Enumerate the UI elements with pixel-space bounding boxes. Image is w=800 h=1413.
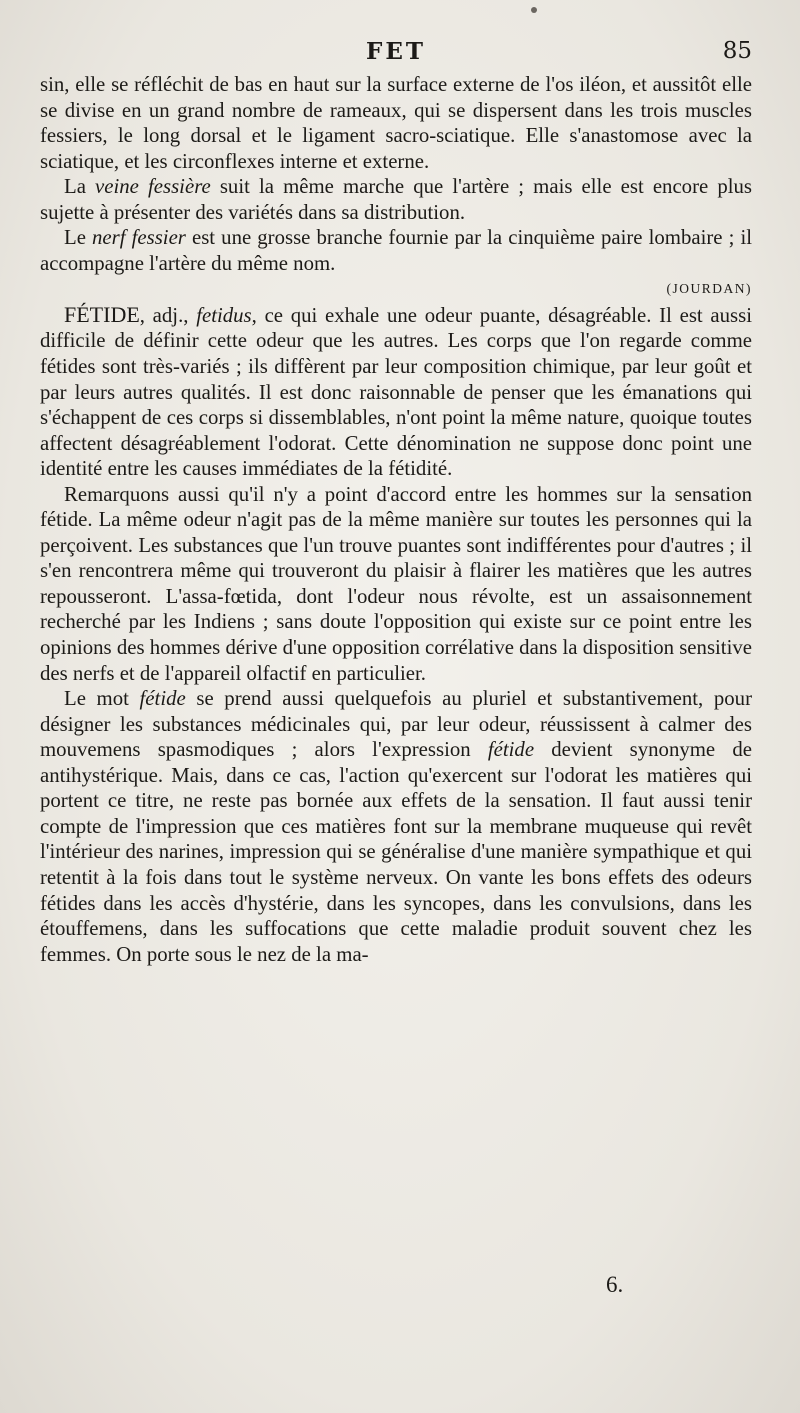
- text-run: La: [64, 175, 96, 199]
- text-run: Remarquons aussi qu'il n'y a point d'accord entre les hommes sur la sensation fétide. La même odeur n'agit pas de la même manière sur toutes les personnes qui la perçoivent. Les substances que l'un trouve puantes sont indifférentes pour d'autres ; il s'en rencontrera même qui trouveront du plaisir à flairer les matières que les autres repousseront. L'assa-fœtida, dont l'odeur nous révolte, est un assaisonnement recherché par les Indiens ; sans doute l'opposition qui existe sur ce point entre les opinions des hommes dérive d'une opposition corrélative dans la disposition sensitive des nerfs et de l'appareil olfactif en particulier.: [40, 482, 752, 685]
- italic-term: veine fessière: [95, 175, 211, 199]
- signature-text: (JOURDAN): [666, 281, 752, 297]
- gathering-signature-mark: 6.: [606, 1272, 624, 1297]
- ink-speck: [531, 7, 537, 13]
- text-run: suit la même marche que l'artère ; mais elle est encore plus sujette à présenter des variétés dans sa distribution.: [40, 175, 752, 224]
- running-head: FET: [366, 38, 426, 65]
- text-run: , ce qui exhale une odeur puante, désagréable. Il est aussi difficile de définir cette odeur que les autres. Les corps que l'on regarde comme fétides sont très-variés ; ils diffèrent par leur composition chimique, par leur goût et par leurs autres qualités. Il est donc raisonnable de penser que les émanations qui s'échappent de ces corps si dissemblables, n'ont point la même nature, quoique toutes affectent désagréablement l'odorat. Cette dénomination ne suppose donc point une identité entre les causes immédiates de la fétidité.: [40, 303, 752, 481]
- italic-term: fétide: [139, 687, 186, 711]
- text-run: Le mot: [64, 687, 140, 711]
- paragraph-p4: [40, 302, 752, 482]
- page-number: 85: [722, 38, 752, 64]
- body-text: [40, 72, 752, 967]
- italic-term: fetidus: [196, 303, 252, 327]
- text-run: , adj.,: [139, 303, 197, 327]
- author-signature: [40, 276, 752, 302]
- italic-term: nerf fessier: [92, 226, 186, 250]
- entry-headword: FÉTIDE: [64, 301, 140, 327]
- paragraph-p5: [40, 482, 752, 686]
- paragraph-p6: [40, 686, 752, 967]
- text-run: est une grosse branche fournie par la cinquième paire lombaire ; il accompagne l'artère du même nom.: [40, 226, 752, 275]
- paragraph-p3: [40, 225, 752, 276]
- text-run: se prend aussi quelquefois au pluriel et substantivement, pour désigner les substances médicinales qui, par leur odeur, réussissent à calmer des mouvemens spasmodiques ; alors l'expression: [40, 687, 753, 762]
- entry-fessiere-continued: [40, 72, 752, 276]
- page-header: [40, 38, 752, 68]
- italic-term: fétide: [487, 738, 535, 762]
- text-run: Le: [64, 226, 93, 250]
- paragraph-p2: [40, 174, 752, 225]
- text-run: sin, elle se réfléchit de bas en haut sur la surface externe de l'os iléon, et aussitôt elle se divise en un grand nombre de rameaux, qui se dispersent dans les trois muscles fessiers, le long dorsal et le ligament sacro-sciatique. Elle s'anastomose avec la sciatique, et les circonflexes interne et externe.: [40, 73, 752, 173]
- paragraph-p1: [40, 72, 752, 174]
- entry-fetide: [40, 302, 752, 967]
- text-run: devient synonyme de antihystérique. Mais, dans ce cas, l'action qu'exercent sur l'odorat les matières qui portent ce titre, ne reste pas bornée aux effets de la sensation. Il faut aussi tenir compte de l'impression que ces matières font sur la membrane muqueuse qui revêt l'intérieur des narines, impression qui se généralise d'une manière sympathique et qui retentit à la fois dans tout le système nerveux. On vante les bons effets des odeurs fétides dans les accès d'hystérie, dans les syncopes, dans les convulsions, dans les étouffemens, dans les suffocations que cette maladie produit souvent chez les femmes. On porte sous le nez de la ma-: [40, 738, 752, 966]
